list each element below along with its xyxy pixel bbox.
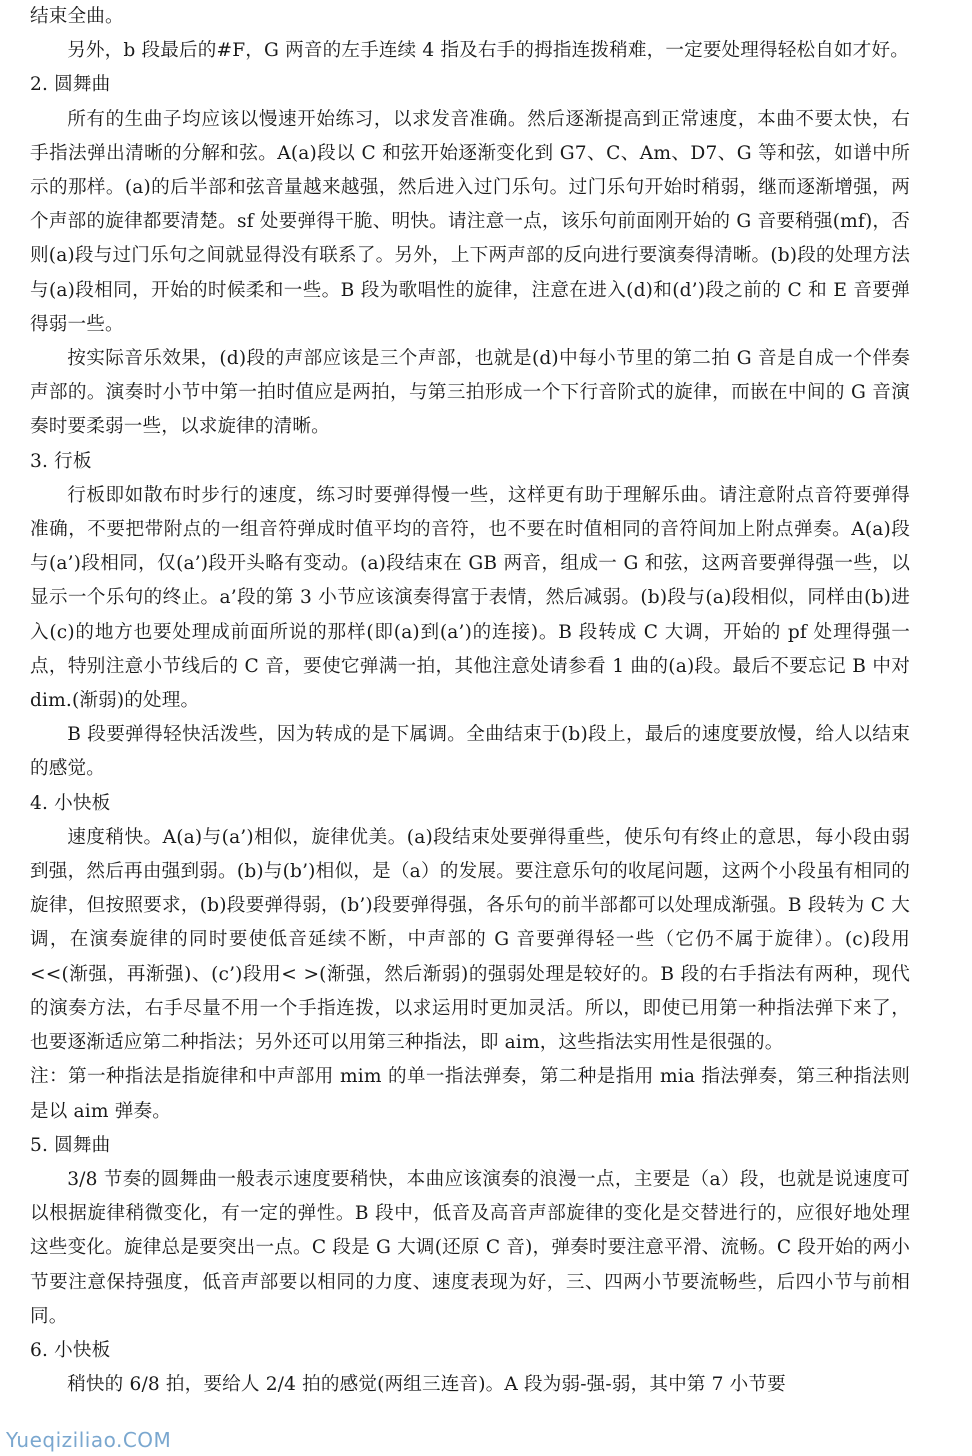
section-heading-6: 6. 小快板: [30, 1339, 111, 1361]
paragraph-andante-2: B 段要弹得轻快活泼些，因为转成的是下属调。全曲结束于(b)段上，最后的速度要放慢，给人以结束的感觉。: [30, 724, 910, 780]
paragraph-waltz-2: 按实际音乐效果，(d)段的声部应该是三个声部，也就是(d)中每小节里的第二拍 G 音是自成一个伴奏声部的。演奏时小节中第一拍时值应是两拍，与第三拍形成一个下行音阶式的旋律，而嵌在中间的 G 音演奏时要柔弱一些，以求旋律的清晰。: [30, 348, 910, 438]
paragraph-waltz-1: 所有的生曲子均应该以慢速开始练习，以求发音准确。然后逐渐提高到正常速度，本曲不要太快，右手指法弹出清晰的分解和弦。A(a)段以 C 和弦开始逐渐变化到 G7、C、Am、D7、G 等和弦，如谱中所示的那样。(a)的后半部和弦音量越来越强，然后进入过门乐句。过门乐句开始时稍弱，继而逐渐增强，两个声部的旋律都要清楚。sf 处要弹得干脆、明快。请注意一点，该乐句前面刚开始的 G 音要稍强(mf)，否则(a)段与过门乐句之间就显得没有联系了。另外，上下两声部的反向进行要演奏得清晰。(b)段的处理方法与(a)段相同，开始的时候柔和一些。B 段为歌唱性的旋律，注意在进入(d)和(d’)段之前的 C 和 E 音要弹得弱一些。: [30, 108, 910, 335]
paragraph-andante-1: 行板即如散布时步行的速度，练习时要弹得慢一些，这样更有助于理解乐曲。请注意附点音符要弹得准确，不要把带附点的一组音符弹成时值平均的音符，也不要在时值相同的音符间加上附点弹奏。A(a)段与(a’)段相同，仅(a’)段开头略有变动。(a)段结束在 GB 两音，组成一 G 和弦，这两音要弹得强一些，以显示一个乐句的终止。a’段的第 3 小节应该演奏得富于表情，然后减弱。(b)段与(a)段相似，同样由(b)进入(c)的地方也要处理成前面所说的那样(即(a)到(a’)的连接)。B 段转成 C 大调，开始的 pf 处理得强一点，特别注意小节线后的 C 音，要使它弹满一拍，其他注意处请参看 1 曲的(a)段。最后不要忘记 B 中对 dim.(渐弱)的处理。: [30, 484, 910, 712]
paragraph-allegretto: 速度稍快。A(a)与(a’)相似，旋律优美。(a)段结束处要弹得重些，使乐句有终止的意思，每小段由弱到强，然后再由强到弱。(b)与(b’)相似，是（a）的发展。要注意乐句的收尾问题，这两个小段虽有相同的旋律，但按照要求，(b)段要弹得弱，(b’)段要弹得强，各乐句的前半部都可以处理成渐强。B 段转为 C 大调，在演奏旋律的同时要使低音延续不断，中声部的 G 音要弹得轻一些（它仍不属于旋律）。(c)段用<<(渐强，再渐强)、(c’)段用< >(渐强，然后渐弱)的强弱处理是较好的。B 段的右手指法有两种，现代的演奏方法，右手尽量不用一个手指连拨，以求运用时更加灵活。所以，即使已用第一种指法弹下来了，也要逐渐适应第二种指法；另外还可以用第三种指法，即 aim，这些指法实用性是很强的。: [30, 826, 910, 1054]
document-body: [30, 0, 910, 1402]
section-heading-4: 4. 小快板: [30, 792, 111, 814]
paragraph-allegretto-6: 稍快的 6/8 拍，要给人 2/4 拍的感觉(两组三连音)。A 段为弱-强-弱，其中第 7 小节要: [67, 1374, 786, 1396]
section-heading-5: 5. 圆舞曲: [30, 1134, 111, 1156]
paragraph-fingering-note: 注：第一种指法是指旋律和中声部用 mim 的单一指法弹奏，第二种是指用 mia 指法弹奏，第三种指法则是以 aim 弹奏。: [30, 1066, 910, 1122]
site-watermark: Yueqiziliao.COM: [6, 1428, 172, 1452]
section-heading-2: 2. 圆舞曲: [30, 74, 111, 96]
paragraph-ending: 结束全曲。: [30, 6, 124, 27]
paragraph-waltz-5: 3/8 节奏的圆舞曲一般表示速度要稍快，本曲应该演奏的浪漫一点，主要是（a）段，也就是说速度可以根据旋律稍微变化，有一定的弹性。B 段中，低音及高音声部旋律的变化是交替进行的，应很好地处理这些变化。旋律总是要突出一点。C 段是 G 大调(还原 C 音)，弹奏时要注意平滑、流畅。C 段开始的两小节要注意保持强度，低音声部要以相同的力度、速度表现为好，三、四两小节要流畅些，后四小节与前相同。: [30, 1168, 910, 1327]
section-heading-3: 3. 行板: [30, 450, 92, 472]
paragraph-note-b-section: 另外，b 段最后的#F，G 两音的左手连续 4 指及右手的拇指连拨稍难，一定要处理得轻松自如才好。: [67, 40, 909, 62]
